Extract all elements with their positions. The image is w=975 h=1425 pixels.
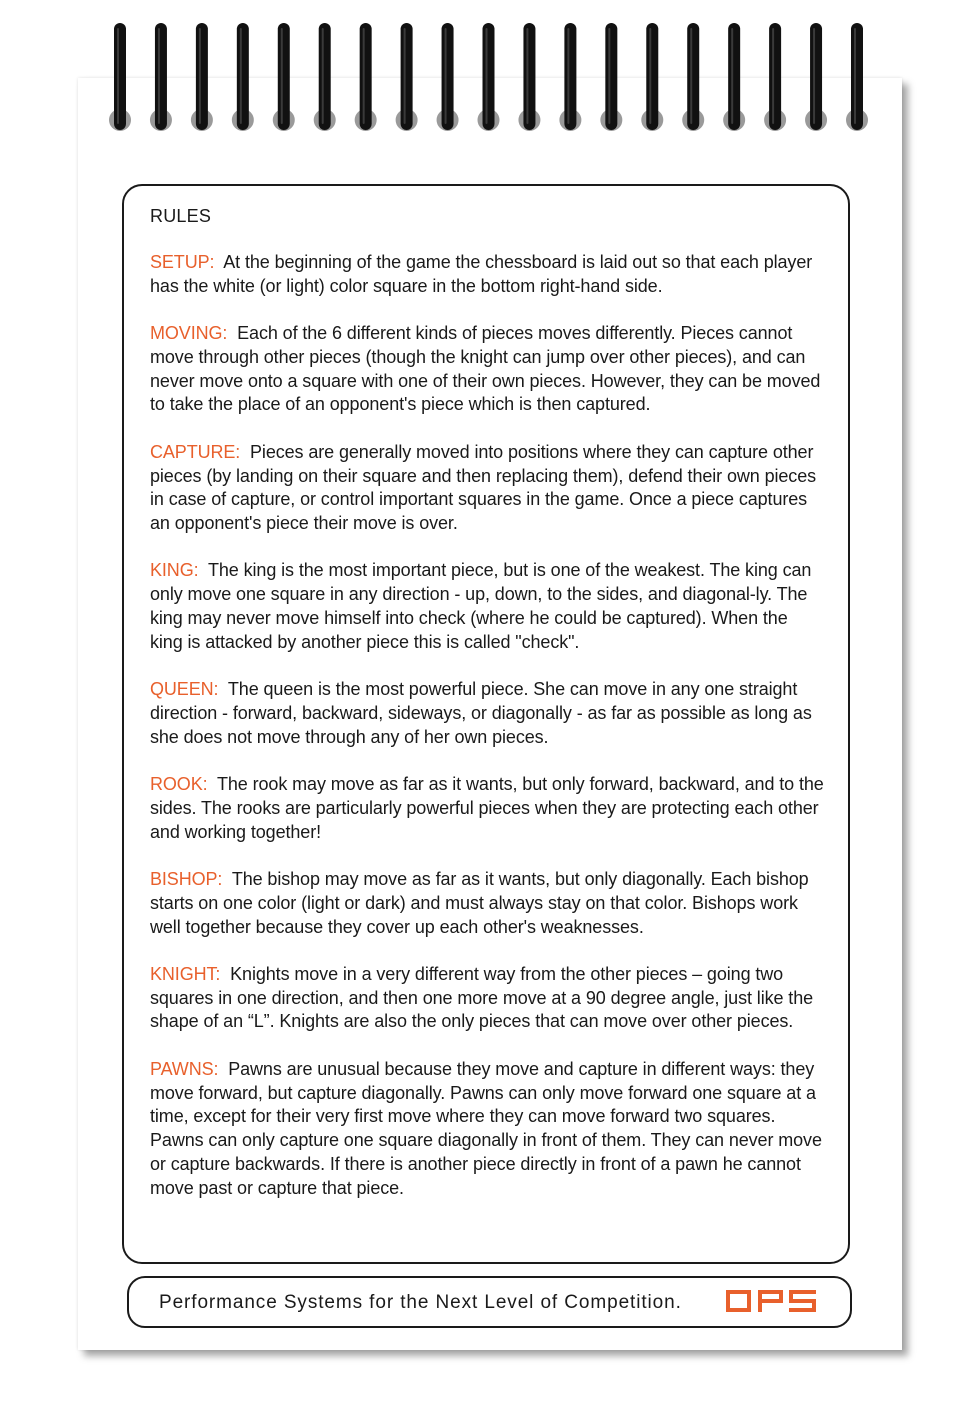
- rule-label: MOVING:: [150, 323, 228, 344]
- spiral-coil: [437, 23, 459, 131]
- spiral-coil: [314, 23, 336, 131]
- rule-label: BISHOP:: [150, 868, 223, 889]
- spiral-coil: [641, 23, 663, 131]
- rule-pawns: [150, 1058, 824, 1201]
- rule-label: SETUP:: [150, 252, 215, 272]
- rule-label: CAPTURE:: [150, 441, 241, 462]
- spiral-coil: [396, 23, 418, 131]
- rule-rook: [150, 773, 824, 844]
- spiral-coil: [805, 23, 827, 131]
- rule-text: Pieces are generally moved into positions where they can capture other pieces (by landing on their square and then replacing them), defend their own pieces in case of capture, or control important squares in the game. Once a piece captures an opponent's piece their move is over.: [150, 441, 817, 534]
- rule-text: Pawns are unusual because they move and capture in different ways: they move forward, but capture diagonally. Pawns can only move forward one square at a time, except for their very first move where they can move forward two squares. Pawns can only capture one square diagonally in front of them. They can never move or capture backwards. If there is another piece directly in front of a pawn he cannot move past or capture that piece.: [150, 1058, 822, 1198]
- ops-logo: [726, 1290, 816, 1312]
- rule-label: KNIGHT:: [150, 963, 221, 984]
- rule-queen: [150, 678, 824, 749]
- spiral-coil: [518, 23, 540, 131]
- rule-setup: [150, 251, 824, 299]
- spiral-coil: [150, 23, 172, 131]
- footer-banner: [127, 1276, 852, 1328]
- rule-text: Each of the 6 different kinds of pieces moves differently. Pieces cannot move through other pieces (though the knight can jump over other pieces), and can never move onto a square with one of their own pieces. However, they can be moved to take the place of an opponent's piece which is then captured.: [150, 323, 821, 415]
- spiral-coil: [109, 23, 131, 131]
- spiral-coil: [232, 23, 254, 131]
- rule-text: Knights move in a very different way from the other pieces – going two squares in one direction, and then one more move at a 90 degree angle, just like the shape of an “L”. Knights are also the only pieces that can move over other pieces.: [150, 963, 814, 1032]
- spiral-coil: [600, 23, 622, 131]
- spiral-coil: [682, 23, 704, 131]
- rules-panel: [122, 184, 850, 1264]
- spiral-coil: [764, 23, 786, 131]
- rule-capture: [150, 441, 824, 536]
- spiral-binding: [0, 0, 975, 140]
- rules-title: RULES: [150, 206, 212, 226]
- rule-bishop: [150, 868, 824, 939]
- rule-text: The rook may move as far as it wants, but only forward, backward, and to the sides. The rooks are particularly powerful pieces when they are protecting each other and working together!: [150, 774, 824, 842]
- rule-moving: [150, 322, 824, 417]
- rule-text: The queen is the most powerful piece. She can move in any one straight direction - forward, backward, sideways, or diagonally - as far as possible as long as she does not move through any of her own pieces.: [150, 679, 812, 747]
- spiral-coil: [559, 23, 581, 131]
- rule-text: At the beginning of the game the chessboard is laid out so that each player has the white (or light) color square in the bottom right-hand side.: [150, 252, 813, 296]
- spiral-coil: [478, 23, 500, 131]
- rule-text: The king is the most important piece, but is one of the weakest. The king can only move one square in any direction - up, down, to the sides, and diagonal-ly. The king may never move himself into check (where he could be captured). When the king is attacked by another piece this is called "check".: [150, 560, 812, 652]
- rule-text: The bishop may move as far as it wants, but only diagonally. Each bishop starts on one color (light or dark) and must always stay on that color. Bishops work well together because they cover up each other's weaknesses.: [150, 868, 809, 937]
- spiral-coil: [846, 23, 868, 131]
- rule-label: QUEEN:: [150, 679, 219, 700]
- footer-tagline: Performance Systems for the Next Level of Competition.: [159, 1292, 682, 1313]
- rule-king: [150, 559, 824, 654]
- rule-knight: [150, 963, 824, 1034]
- spiral-coil: [191, 23, 213, 131]
- rule-label: KING:: [150, 560, 199, 581]
- spiral-coil: [355, 23, 377, 131]
- spiral-coil: [273, 23, 295, 131]
- rule-label: PAWNS:: [150, 1058, 219, 1079]
- rule-label: ROOK:: [150, 774, 208, 795]
- spiral-coil: [723, 23, 745, 131]
